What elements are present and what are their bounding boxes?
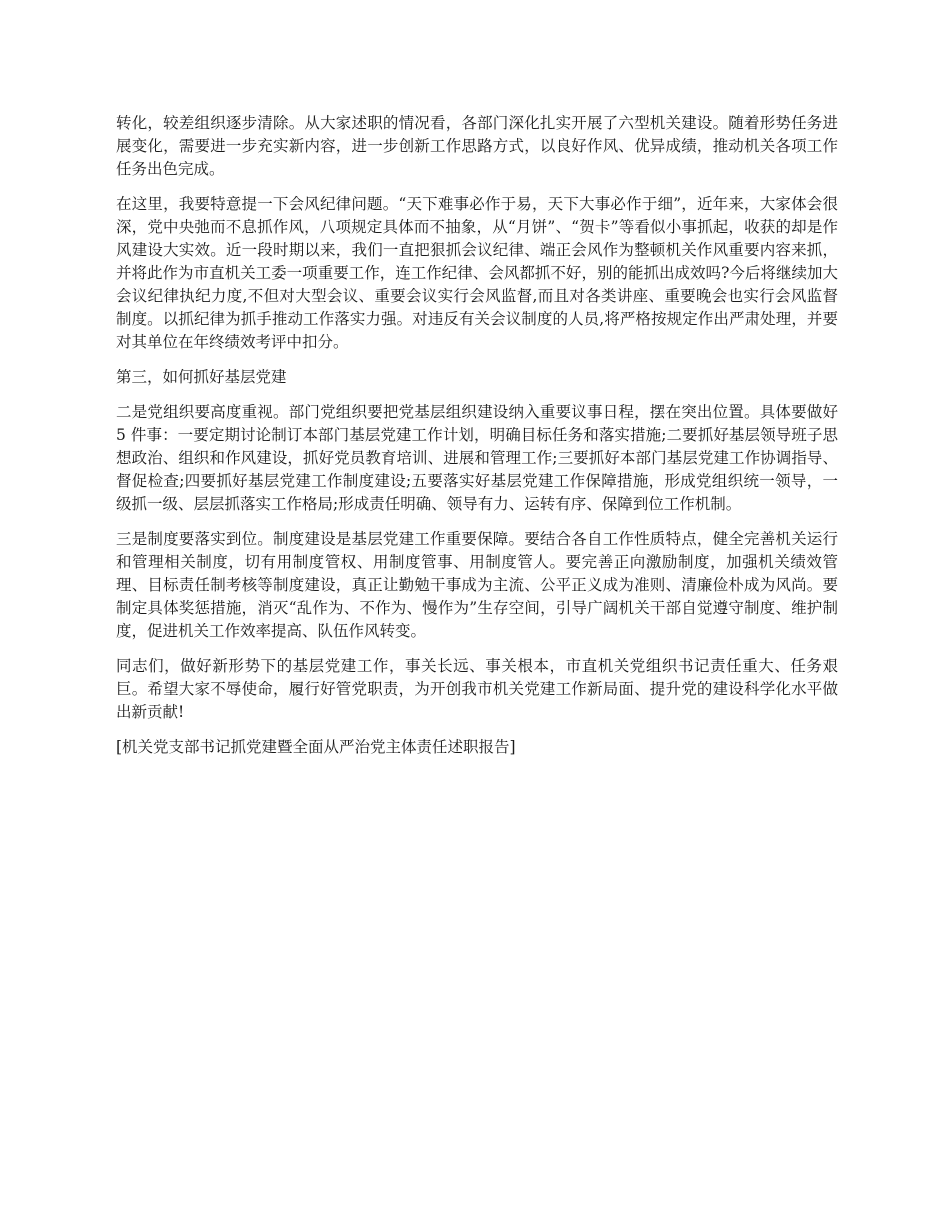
section-heading: 第三，如何抓好基层党建 xyxy=(116,368,287,386)
paragraph-system-implementation: 三是制度要落实到位。制度建设是基层党建工作重要保障。要结合各自工作性质特点，健全完善机关运行和管理相关制度，切有用制度管权、用制度管事、用制度管人。要完善正向激励制度，加强机关绩效管理、目标责任制考核等制度建设，真正让勤勉干事成为主流、公平正义成为准则、清廉俭朴成为风尚。要制定具体奖惩措施，消灭“乱作为、不作为、慢作为”生存空间，引导广阔机关干部自觉遵守制度、维护制度，促进机关工作效率提高、队伍作风转变。 xyxy=(116,530,838,640)
paragraph-closing: 同志们，做好新形势下的基层党建工作，事关长远、事关根本，市直机关党组织书记责任重大、任务艰巨。希望大家不辱使命，履行好管党职责，为开创我市机关党建工作新局面、提升党的建设科学化水平做出新贡献! xyxy=(116,657,838,721)
paragraph-meeting-discipline: 在这里，我要特意提一下会风纪律问题。“天下难事必作于易，天下大事必作于细”，近年来，大家体会很深，党中央弛而不息抓作风，八项规定具体而不抽象，从“月饼”、“贺卡”等看似小事抓起，收获的却是作风建设大实效。近一段时期以来，我们一直把狠抓会议纪律、端正会风作为整顿机关作风重要内容来抓，并将此作为市直机关工委一项重要工作，连工作纪律、会风都抓不好，别的能抓出成效吗?今后将继续加大会议纪律执纪力度,不但对大型会议、重要会议实行会风监督,而且对各类讲座、重要晚会也实行会风监督制度。以抓纪律为抓手推动工作落实力强。对违反有关会议制度的人员,将严格按规定作出严肃处理，并要对其单位在年终绩效考评中扣分。 xyxy=(116,195,838,351)
paragraph-party-organization: 二是党组织要高度重视。部门党组织要把党基层组织建设纳入重要议事日程，摆在突出位置。具体要做好 5 件事：一要定期讨论制订本部门基层党建工作计划，明确目标任务和落实措施;二要抓好基层领导班子思想政治、组织和作风建设，抓好党员教育培训、进展和管理工作;三要抓好本部门基层党建工作协调指导、督促检查;四要抓好基层党建工作制度建设;五要落实好基层党建工作保障措施，形成党组织统一领导，一级抓一级、层层抓落实工作格局;形成责任明确、领导有力、运转有序、保障到位工作机制。 xyxy=(116,403,838,513)
document-page xyxy=(116,112,838,759)
paragraph-intro: 转化，较差组织逐步清除。从大家述职的情况看，各部门深化扎实开展了六型机关建设。随着形势任务进展变化，需要进一步充实新内容，进一步创新工作思路方式，以良好作风、优异成绩，推动机关各项工作任务出色完成。 xyxy=(116,114,838,178)
document-title-footer: [机关党支部书记抓党建暨全面从严治党主体责任述职报告] xyxy=(116,738,516,756)
